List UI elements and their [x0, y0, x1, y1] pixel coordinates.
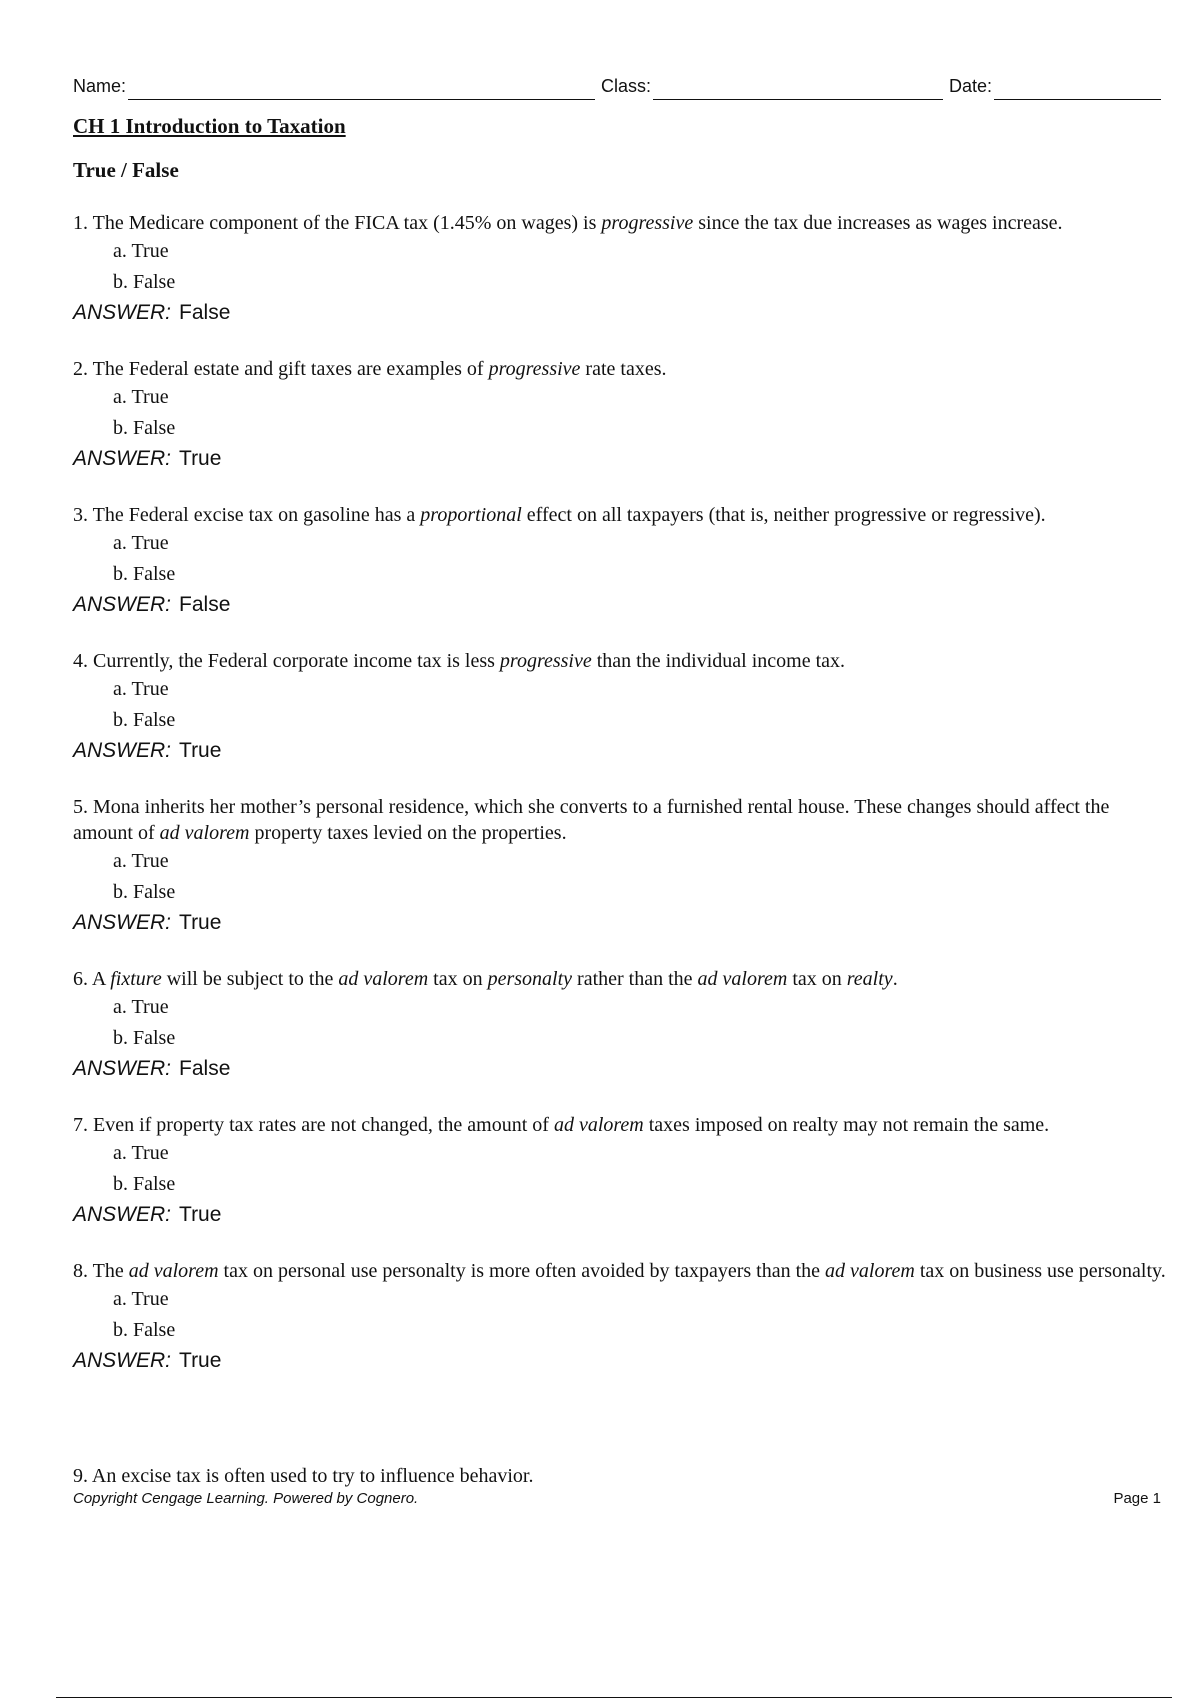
copyright-notice: Copyright Cengage Learning. Powered by Cognero.	[73, 1490, 419, 1507]
answer-label: ANSWER:	[73, 301, 172, 324]
answer-label: ANSWER:	[73, 1203, 172, 1226]
question-text	[73, 648, 1168, 674]
answer-option: b. False	[113, 417, 176, 439]
question-text-run: .	[892, 968, 898, 990]
answer-option: a. True	[113, 1142, 169, 1164]
question-text-run: tax on	[787, 968, 847, 990]
question-text-run: 6. A	[73, 968, 111, 990]
class-blank-line	[653, 73, 943, 100]
question-item	[73, 966, 1168, 1084]
answer-label: ANSWER:	[73, 911, 172, 934]
answer-value: False	[179, 301, 231, 324]
question-text-run: tax on business use personalty.	[914, 1260, 1166, 1282]
answer-option: b. False	[113, 1319, 176, 1341]
answer-label: ANSWER:	[73, 1349, 172, 1372]
question-item	[73, 210, 1168, 328]
question-item	[73, 794, 1168, 938]
question-item	[73, 502, 1168, 620]
italic-term: ad valorem	[128, 1260, 219, 1282]
answer-value: True	[179, 447, 222, 470]
question-item	[73, 356, 1168, 474]
answer-option: a. True	[113, 532, 169, 554]
answer-option: a. True	[113, 850, 169, 872]
question-text-run: will be subject to the	[161, 968, 339, 990]
name-label: Name:	[73, 76, 127, 96]
question-text-run: 1. The Medicare component of the FICA tax (1.45% on wages) is	[73, 212, 602, 234]
answer-line	[73, 1054, 1168, 1084]
answer-option: b. False	[113, 1173, 176, 1195]
answer-option: a. True	[113, 996, 169, 1018]
answer-option: a. True	[113, 678, 169, 700]
answer-label: ANSWER:	[73, 447, 172, 470]
answer-option: b. False	[113, 709, 176, 731]
italic-term: ad valorem	[338, 968, 429, 990]
answer-value: True	[179, 1203, 222, 1226]
question-text-run: since the tax due increases as wages increase.	[693, 212, 1063, 234]
question-text-run: tax on personal use personalty is more often avoided by taxpayers than the	[218, 1260, 826, 1282]
chapter-title: CH 1 Introduction to Taxation	[73, 114, 346, 138]
page-footer	[73, 1490, 1161, 1507]
student-info-header	[73, 70, 1161, 100]
answer-option: a. True	[113, 386, 169, 408]
question-text	[73, 210, 1168, 236]
answer-label: ANSWER:	[73, 593, 172, 616]
question-text	[73, 966, 1168, 992]
answer-label: ANSWER:	[73, 1057, 172, 1080]
answer-line	[73, 298, 1168, 328]
answer-label: ANSWER:	[73, 739, 172, 762]
italic-term: ad valorem	[553, 1114, 644, 1136]
bottom-divider	[56, 1697, 1172, 1698]
italic-term: progressive	[601, 212, 694, 234]
answer-value: True	[179, 1349, 222, 1372]
question-text-run: than the individual income tax.	[591, 650, 846, 672]
italic-term: ad valorem	[697, 968, 788, 990]
answer-option: b. False	[113, 563, 176, 585]
answer-line	[73, 1200, 1168, 1230]
answer-value: True	[179, 739, 222, 762]
answer-line	[73, 1346, 1168, 1376]
question-text-run: rather than the	[572, 968, 698, 990]
italic-term: progressive	[499, 650, 592, 672]
italic-term: progressive	[488, 358, 581, 380]
answer-option: b. False	[113, 271, 176, 293]
question-text-run: rate taxes.	[580, 358, 667, 380]
answer-line	[73, 590, 1168, 620]
italic-term: ad valorem	[159, 822, 250, 844]
question-text-run: 4. Currently, the Federal corporate income tax is less	[73, 650, 500, 672]
question-text-run: property taxes levied on the properties.	[249, 822, 567, 844]
answer-value: True	[179, 911, 222, 934]
italic-term: realty	[846, 968, 893, 990]
italic-term: fixture	[110, 968, 162, 990]
class-label: Class:	[601, 76, 652, 96]
section-heading: True / False	[73, 158, 179, 182]
question-text	[73, 794, 1168, 846]
answer-option: a. True	[113, 1288, 169, 1310]
answer-line	[73, 736, 1168, 766]
answer-line	[73, 444, 1168, 474]
question-text-run: 5. Mona inherits her mother’s personal residence, which she converts to a furnished rental house. These changes should affect the amount of	[73, 796, 1110, 844]
answer-option: b. False	[113, 1027, 176, 1049]
name-blank-line	[128, 73, 595, 100]
question-text	[73, 1258, 1168, 1284]
question-text-run: taxes imposed on realty may not remain the same.	[643, 1114, 1050, 1136]
question-9-text: 9. An excise tax is often used to try to influence behavior.	[73, 1465, 534, 1487]
date-blank-line	[994, 73, 1161, 100]
italic-term: ad valorem	[825, 1260, 915, 1282]
question-text-run: tax on	[428, 968, 488, 990]
date-label: Date:	[949, 76, 993, 96]
question-text	[73, 1112, 1168, 1138]
answer-value: False	[179, 1057, 231, 1080]
question-item	[73, 648, 1168, 766]
italic-term: proportional	[420, 504, 522, 526]
question-text-run: effect on all taxpayers (that is, neither progressive or regressive).	[521, 504, 1046, 526]
question-item	[73, 1258, 1168, 1376]
page-number: Page 1	[1113, 1490, 1161, 1507]
answer-option: a. True	[113, 240, 169, 262]
question-text-run: 8. The	[73, 1260, 129, 1282]
question-text	[73, 356, 1168, 382]
answer-option: b. False	[113, 881, 176, 903]
question-text	[73, 502, 1168, 528]
question-text-run: 7. Even if property tax rates are not changed, the amount of	[73, 1114, 554, 1136]
answer-line	[73, 908, 1168, 938]
italic-term: personalty	[487, 968, 573, 990]
question-list	[73, 210, 1168, 1404]
question-item	[73, 1112, 1168, 1230]
question-text-run: 2. The Federal estate and gift taxes are examples of	[73, 358, 489, 380]
answer-value: False	[179, 593, 231, 616]
question-text-run: 3. The Federal excise tax on gasoline has a	[73, 504, 421, 526]
